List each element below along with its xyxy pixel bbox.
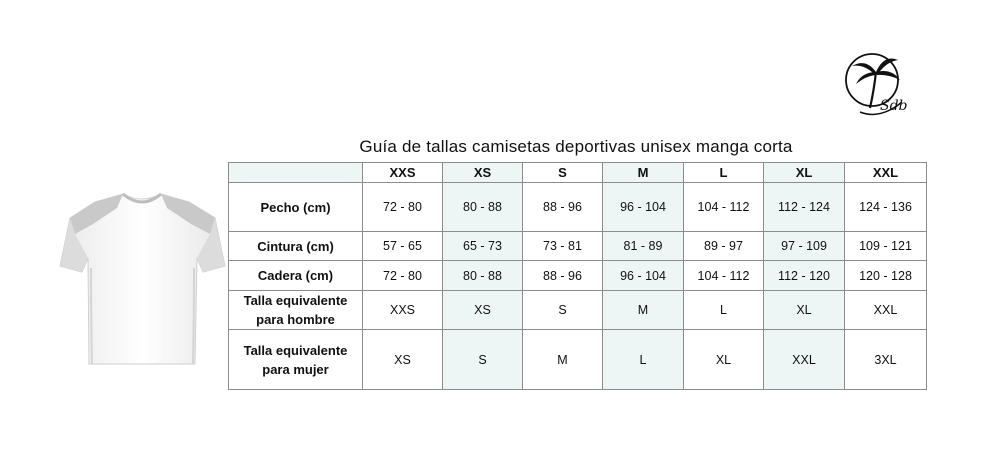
header-corner [229,163,363,183]
size-chart-table [228,162,927,390]
table-cell: XL [684,330,764,390]
table-cell: XL [764,291,845,330]
table-cell: 112 - 120 [764,261,845,291]
table-cell: 104 - 112 [684,183,764,232]
table-cell: M [523,330,603,390]
table-cell: 97 - 109 [764,232,845,261]
table-cell: 96 - 104 [603,261,684,291]
row-label-line: Talla equivalente [243,293,348,308]
header-row [229,163,927,183]
table-cell: 88 - 96 [523,261,603,291]
table-cell: 109 - 121 [845,232,927,261]
size-header: XL [764,163,845,183]
table-cell: 73 - 81 [523,232,603,261]
table-cell: L [603,330,684,390]
table-cell: M [603,291,684,330]
table-row [229,232,927,261]
table-cell: XXL [764,330,845,390]
table-cell: S [523,291,603,330]
svg-text:Sdb: Sdb [880,98,908,114]
page-title: Guía de tallas camisetas deportivas unisex manga corta [359,137,793,156]
table-cell: 81 - 89 [603,232,684,261]
size-header: XXL [845,163,927,183]
tshirt-illustration [55,188,230,370]
row-label-line: para hombre [256,312,335,327]
table-cell: 65 - 73 [443,232,523,261]
table-cell: L [684,291,764,330]
row-label [229,330,363,390]
row-label-line: Talla equivalente [243,342,348,358]
size-header: M [603,163,684,183]
table-cell: 3XL [845,330,927,390]
table-cell: XXL [845,291,927,330]
row-label: Cintura (cm) [229,232,363,261]
palm-tree-logo [840,50,918,122]
table-cell: 72 - 80 [363,183,443,232]
table-cell: 104 - 112 [684,261,764,291]
table-cell: 120 - 128 [845,261,927,291]
table-cell: 80 - 88 [443,261,523,291]
table-row [229,261,927,291]
table-row [229,183,927,232]
row-label: Pecho (cm) [229,183,363,232]
table-cell: XS [443,291,523,330]
row-label: Cadera (cm) [229,261,363,291]
table-cell: XS [363,330,443,390]
table-row [229,330,927,390]
size-header: XXS [363,163,443,183]
table-cell: 80 - 88 [443,183,523,232]
table-cell: S [443,330,523,390]
table-cell: 112 - 124 [764,183,845,232]
table-row [229,291,927,330]
row-label [229,291,363,330]
size-header: L [684,163,764,183]
size-header: XS [443,163,523,183]
table-cell: XXS [363,291,443,330]
size-header: S [523,163,603,183]
row-label-line: para mujer [262,361,329,377]
table-cell: 57 - 65 [363,232,443,261]
table-cell: 124 - 136 [845,183,927,232]
table-cell: 96 - 104 [603,183,684,232]
table-cell: 89 - 97 [684,232,764,261]
table-cell: 72 - 80 [363,261,443,291]
table-cell: 88 - 96 [523,183,603,232]
